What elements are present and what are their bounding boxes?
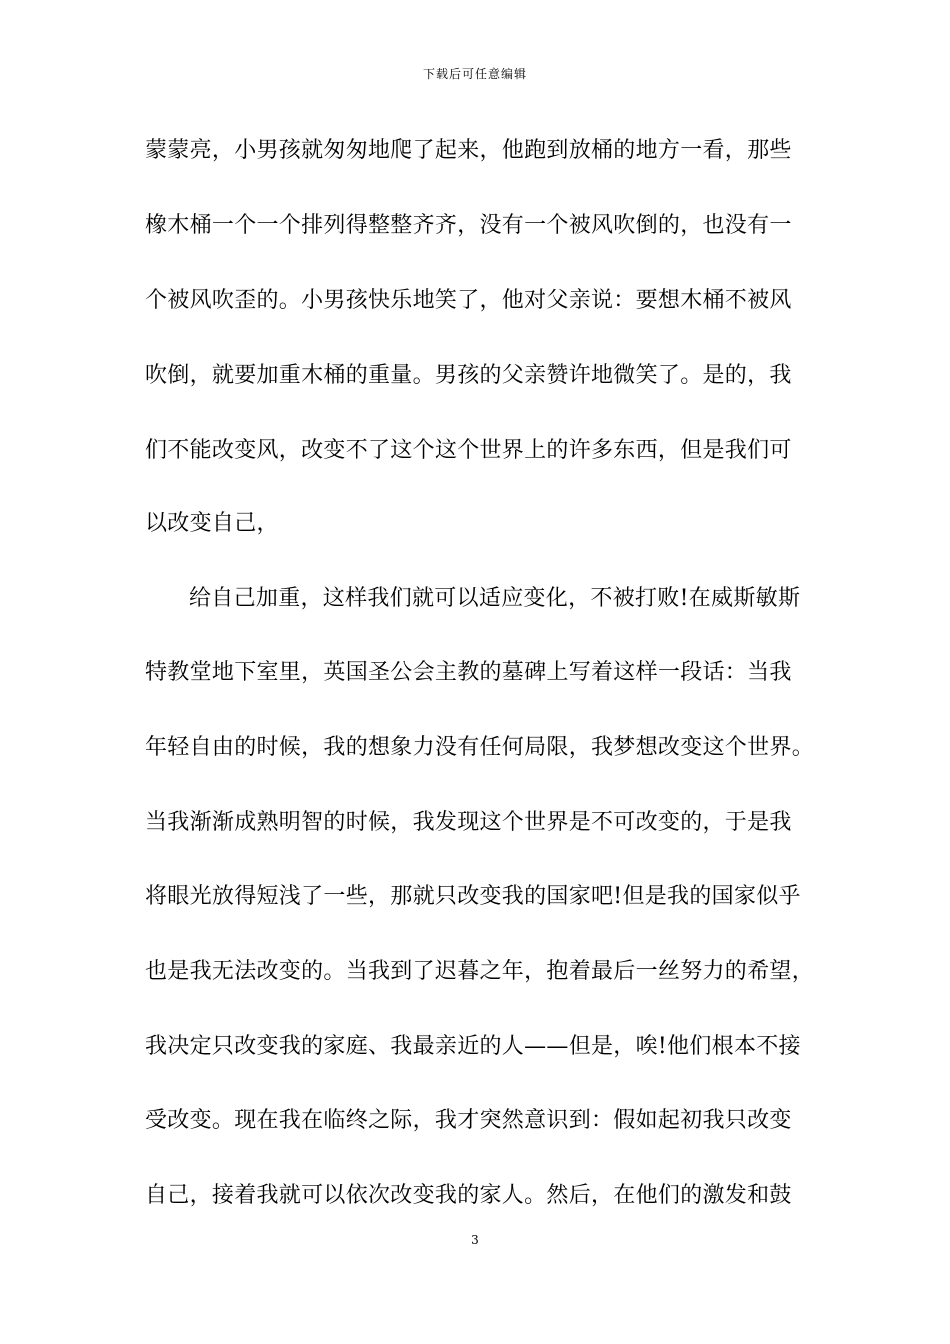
body-line-15: 自己，接着我就可以依次改变我的家人。然后，在他们的激发和鼓 — [145, 1183, 792, 1208]
page-number: 3 — [471, 1233, 479, 1247]
body-line-4: 吹倒，就要加重木桶的重量。男孩的父亲赞许地微笑了。是的，我 — [145, 363, 792, 388]
body-line-11: 将眼光放得短浅了一些，那就只改变我的国家吧!但是我的国家似乎 — [145, 884, 801, 909]
body-line-6: 以改变自己， — [145, 511, 279, 536]
paragraph-first-line: 给自己加重，这样我们就可以适应变化，不被打败!在威斯敏斯 — [189, 586, 801, 611]
body-line-10: 当我渐渐成熟明智的时候，我发现这个世界是不可改变的，于是我 — [145, 810, 792, 835]
body-line-14: 受改变。现在我在临终之际，我才突然意识到：假如起初我只改变 — [145, 1108, 792, 1133]
body-line-2: 橡木桶一个一个排列得整整齐齐，没有一个被风吹倒的，也没有一 — [145, 213, 792, 238]
body-line-13: 我决定只改变我的家庭、我最亲近的人——但是，唉!他们根本不接 — [145, 1034, 801, 1059]
page-header: 下载后可任意编辑 — [422, 67, 527, 81]
body-line-9: 年轻自由的时候，我的想象力没有任何局限，我梦想改变这个世界。 — [145, 735, 815, 760]
body-line-12: 也是我无法改变的。当我到了迟暮之年，抱着最后一丝努力的希望， — [145, 959, 815, 984]
body-line-1: 蒙蒙亮，小男孩就匆匆地爬了起来，他跑到放桶的地方一看，那些 — [145, 138, 792, 163]
body-line-8: 特教堂地下室里，英国圣公会主教的墓碑上写着这样一段话：当我 — [145, 660, 792, 685]
body-line-5: 们不能改变风，改变不了这个这个世界上的许多东西，但是我们可 — [145, 438, 792, 463]
body-line-3: 个被风吹歪的。小男孩快乐地笑了，他对父亲说：要想木桶不被风 — [145, 288, 792, 313]
